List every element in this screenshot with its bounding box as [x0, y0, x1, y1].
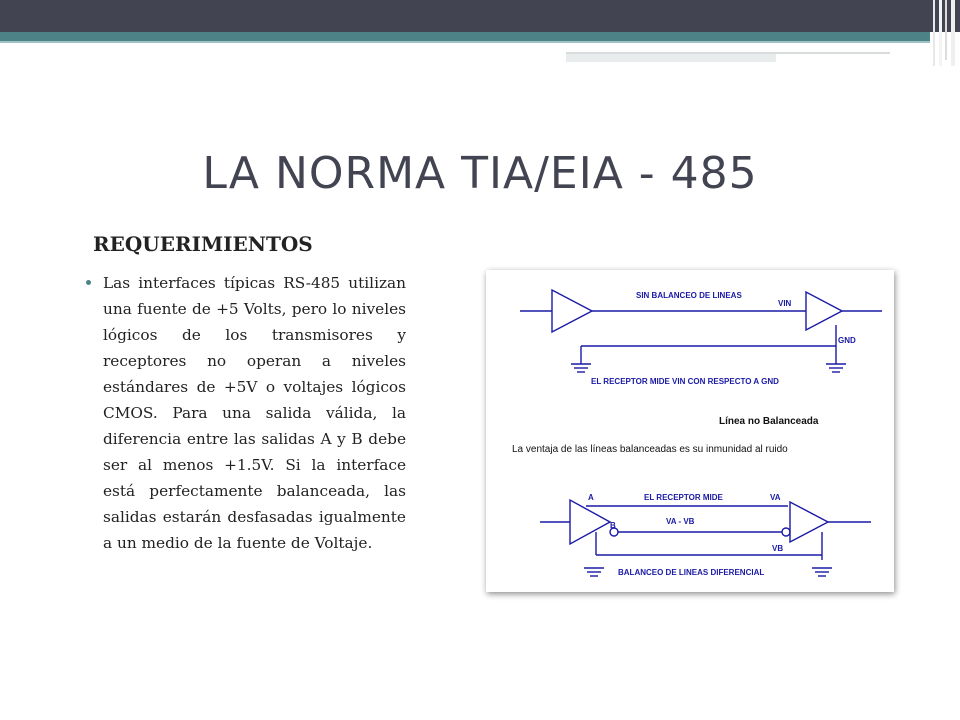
unbalanced-circuit — [520, 290, 882, 372]
diagram-label: VB — [772, 544, 784, 553]
decorative-strip — [566, 44, 890, 54]
diagram-label: VA - VB — [666, 517, 695, 526]
diagram-label: B — [610, 521, 616, 530]
diagram-label: BALANCEO DE LINEAS DIFERENCIAL — [618, 568, 765, 577]
diagram-label: SIN BALANCEO DE LINEAS — [636, 291, 742, 300]
bullet-icon — [86, 280, 91, 285]
diagram-label: GND — [838, 336, 856, 345]
diagram-caption: Línea no Balanceada — [719, 416, 819, 427]
decorative-strip — [566, 54, 776, 62]
diagram-label: EL RECEPTOR MIDE — [644, 493, 723, 502]
bullet-paragraph: Las interfaces típicas RS-485 utilizan una fuente de +5 Volts, pero lo niveles lógicos de los transmisores y receptores no operan a niveles estándares de +5V o voltajes lógicos CMOS. Para una salida válida, la diferencia entre las salidas A y B debe ser al menos +1.5V. Si la interface está perfectamente balanceada, las salidas estarán desfasadas igualmente a un medio de la fuente de Voltaje. — [103, 274, 406, 552]
page-title: LA NORMA TIA/EIA - 485 — [202, 148, 758, 199]
diagram-label: EL RECEPTOR MIDE VIN CON RESPECTO A GND — [591, 377, 779, 386]
accent-band-thin — [0, 41, 930, 43]
top-bar — [0, 0, 960, 32]
section-heading: REQUERIMIENTOS — [93, 232, 313, 256]
diagram-label: VIN — [778, 299, 792, 308]
accent-band — [0, 32, 930, 41]
circuit-diagram-image — [486, 270, 894, 592]
diagram-label: A — [588, 493, 594, 502]
balanced-circuit — [540, 500, 871, 576]
circuit-diagram-svg — [486, 270, 894, 592]
diagram-note: La ventaja de las líneas balanceadas es su inmunidad al ruido — [512, 444, 788, 455]
decorative-lines — [930, 0, 960, 66]
diagram-label: VA — [770, 493, 781, 502]
